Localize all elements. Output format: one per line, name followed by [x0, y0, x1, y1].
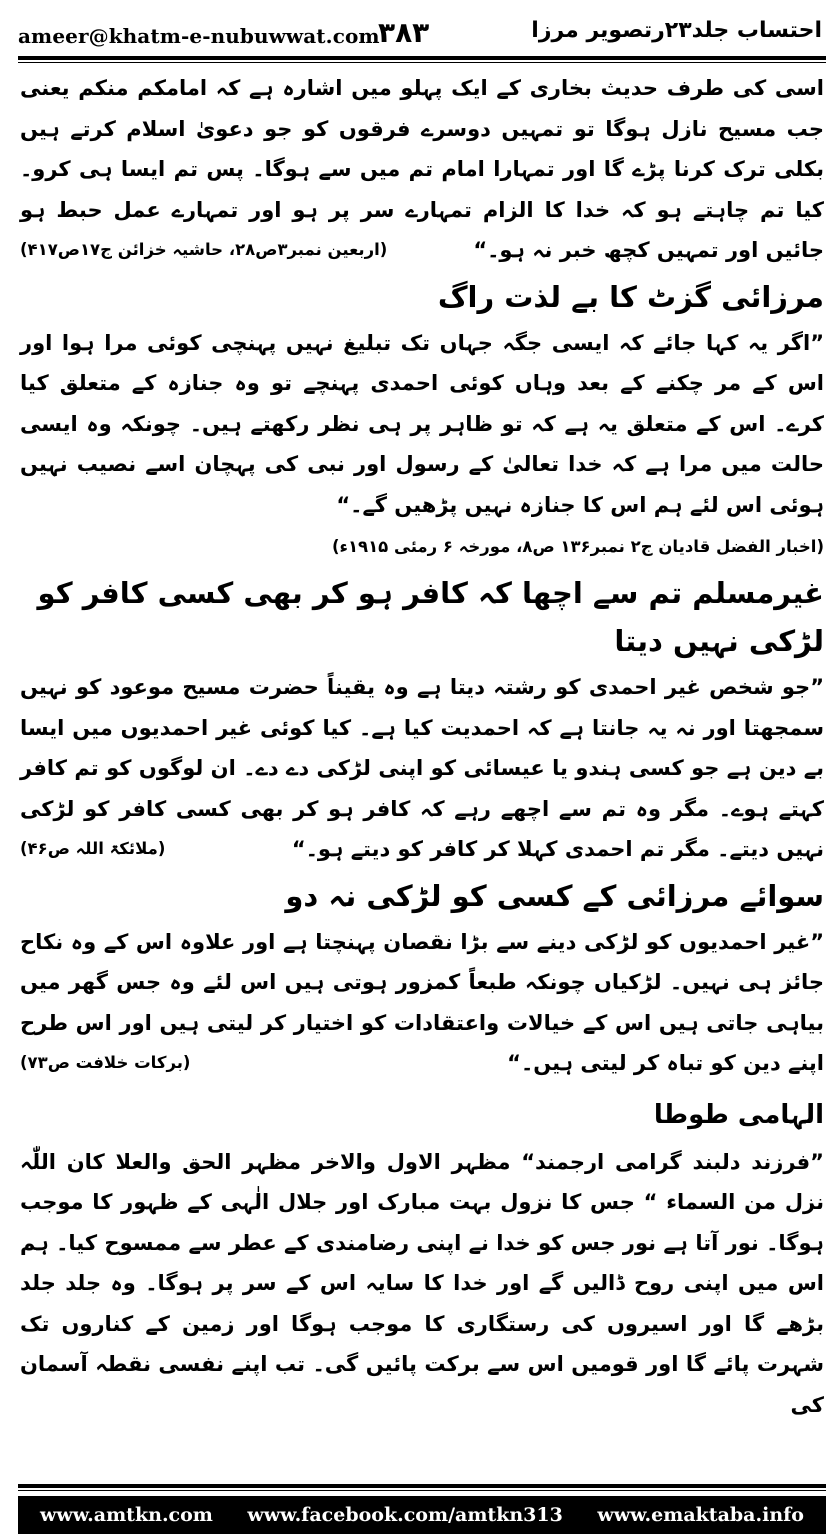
paragraph-text: ”جو شخص غیر احمدی کو رشتہ دیتا ہے وہ یقیناً حضرت مسیح موعود کو نہیں سمجھتا اور نہ یہ جانتا ہے کہ احمدیت کیا ہے۔ کیا کوئی غیر احمدیوں میں ایسا بے دین ہے جو کسی ہندو یا عیسائی کو اپنی لڑکی دے دے۔ ان لوگوں کو تم کافر کہتے ہوے۔ مگر وہ تم سے اچھے رہے کہ کافر ہو کر بھی کسی کافر کو لڑکی نہیں دیتے۔ مگر تم احمدی کہلا کر کافر کو دیتے ہو۔“	[20, 675, 824, 861]
paragraph	[20, 667, 824, 870]
section-heading: الہامی طوطا	[653, 1099, 824, 1130]
citation: (اربعین نمبر۳ص۲۸، حاشیہ خزائن ج۱۷ص۴۱۷)	[20, 240, 388, 259]
section-heading: مرزائی گزٹ کا بے لذت راگ	[437, 279, 824, 314]
citation: (ملائکۃ اللہ ص۴۶)	[20, 839, 166, 858]
page-footer	[18, 1496, 826, 1534]
header-rule	[18, 56, 826, 60]
page-body	[20, 68, 824, 1476]
paragraph: ”اگر یہ کہا جائے کہ ایسی جگہ جہاں تک تبلیغ نہیں پہنچی کوئی مرا ہوا اور اس کے مر چکنے کے بعد وہاں کوئی احمدی پہنچے تو وہ جنازہ کے متعلق کیا کرے۔ اس کے متعلق یہ ہے کہ تو ظاہر پر ہی نظر رکھتے ہیں۔ چونکہ وہ ایسی حالت میں مرا ہے کہ خدا تعالیٰ کے رسول اور نبی کی پہچان اسے نصیب نہیں ہوئی اس لئے ہم اس کا جنازہ نہیں پڑھیں گے۔“	[20, 330, 824, 517]
paragraph	[20, 68, 824, 271]
footer-link-emaktaba: www.emaktaba.info	[597, 1504, 804, 1526]
footer-link-facebook: www.facebook.com/amtkn313	[247, 1504, 563, 1526]
citation: (برکات خلافت ص۷۳)	[20, 1053, 191, 1072]
page-number: ۳۸۳	[378, 16, 430, 49]
paragraph-text: ”غیر احمدیوں کو لڑکی دینے سے بڑا نقصان پہنچتا ہے اور علاوہ اس کے وہ نکاح جائز ہی نہیں۔ لڑکیاں چونکہ طبعاً کمزور ہوتی ہیں اس لئے وہ جس گھر میں بیاہی جاتی ہیں اس کے خیالات واعتقادات کو اختیار کر لیتی ہیں اور اس طرح اپنے دین کو تباہ کر لیتی ہیں۔“	[20, 929, 824, 1075]
header-rule-thin	[18, 62, 826, 63]
footer-link-amtkn: www.amtkn.com	[40, 1504, 213, 1526]
footer-rule-thin	[18, 1490, 826, 1491]
section-heading: غیرمسلم تم سے اچھا کہ کافر ہو کر بھی کسی کافر کو لڑکی نہیں دیتا	[37, 576, 824, 658]
section-heading: سوائے مرزائی کے کسی کو لڑکی نہ دو	[285, 878, 824, 913]
paragraph	[20, 922, 824, 1084]
citation: (اخبار الفضل قادیان ج۲ نمبر۱۳۶ ص۸، مورخہ ۶ رمئی ۱۹۱۵ء)	[331, 537, 824, 556]
book-title: احتساب جلد۲۳رتصویر مرزا	[531, 18, 822, 43]
page-header	[18, 10, 826, 60]
header-email: ameer@khatm-e-nubuwwat.com	[18, 24, 380, 48]
footer-rule	[18, 1484, 826, 1488]
paragraph-text: اسی کی طرف حدیث بخاری کے ایک پہلو میں اشارہ ہے کہ امامکم منکم یعنی جب مسیح نازل ہوگا تو تمہیں دوسرے فرقوں کو جو دعویٰ اسلام کرتے ہیں بکلی ترک کرنا پڑے گا اور تمہارا امام تم میں سے ہوگا۔ پس تم ایسا ہی کرو۔ کیا تم چاہتے ہو کہ خدا کا الزام تمہارے سر پر ہو اور تمہارے عمل حبط ہو جائیں اور تمہیں کچھ خبر نہ ہو۔“	[20, 76, 824, 262]
paragraph: ”فرزند دلبند گرامی ارجمند“ مظہر الاول والاخر مظہر الحق والعلا کان اللّٰہ نزل من السماء “ جس کا نزول بہت مبارک اور جلال الٰہی کے ظہور کا موجب ہوگا۔ نور آتا ہے نور جس کو خدا نے اپنی رضامندی کے عطر سے ممسوح کیا۔ ہم اس میں اپنی روح ڈالیں گے اور خدا کا سایہ اس کے سر پر ہوگا۔ وہ جلد جلد بڑھے گا اور اسیروں کی رستگاری کا موجب ہوگا اور زمین کے کناروں تک شہرت پائے گا اور قومیں اس سے برکت پائیں گی۔ تب اپنے نفسی نقطہ آسمان کی	[20, 1149, 824, 1417]
